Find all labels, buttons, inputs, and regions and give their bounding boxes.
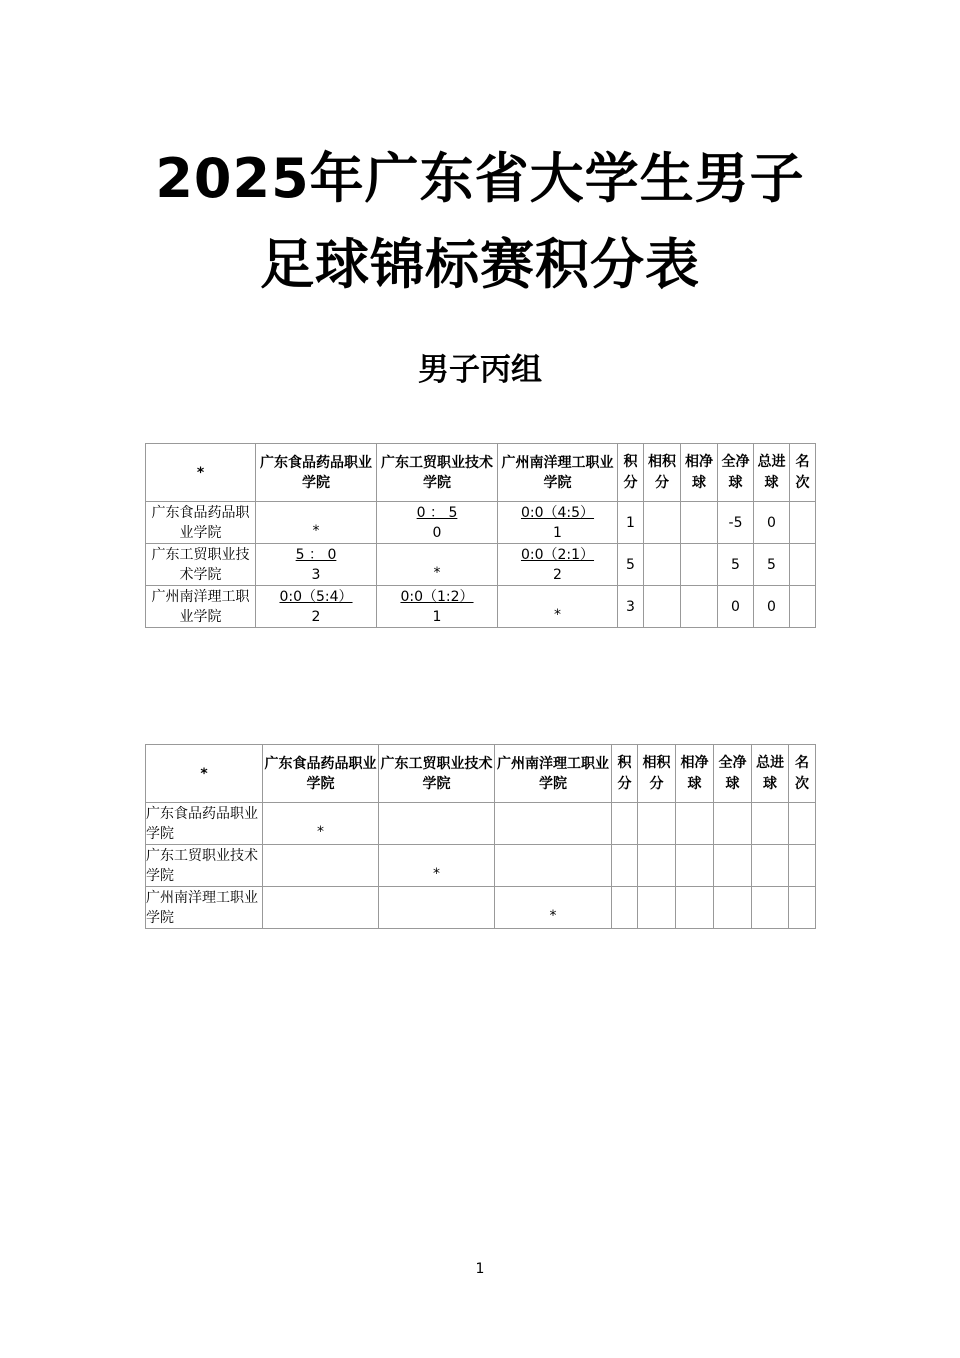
stat-cell (612, 845, 638, 887)
standings-table-1 (145, 443, 816, 628)
match-points: 1 (553, 524, 562, 541)
match-cell (263, 887, 379, 929)
stat-cell (644, 586, 681, 628)
stat-cell (638, 803, 676, 845)
row-team-name: 广东食品药品职业学院 (146, 502, 256, 544)
stat-cell: 5 (754, 544, 790, 586)
stat-cell: 0 (754, 502, 790, 544)
standings-table-2 (145, 744, 816, 929)
stat-cell (789, 887, 816, 929)
match-cell (256, 502, 377, 544)
match-cell (379, 887, 495, 929)
corner-cell: * (146, 444, 256, 502)
row-team-name: 广东工贸职业技术学院 (146, 544, 256, 586)
stat-cell: 0 (718, 586, 754, 628)
match-points: 2 (553, 566, 562, 583)
match-points: 0 (432, 524, 442, 541)
stat-column-header: 名次 (790, 444, 816, 502)
match-cell (377, 586, 498, 628)
stat-cell (638, 887, 676, 929)
stat-cell (612, 803, 638, 845)
row-team-name: 广州南洋理工职业学院 (146, 887, 263, 929)
team-column-header: 广东工贸职业技术学院 (379, 745, 495, 803)
match-cell (495, 887, 612, 929)
stat-cell (681, 544, 718, 586)
stat-cell (644, 502, 681, 544)
stat-cell (714, 803, 752, 845)
match-cell (263, 845, 379, 887)
stat-cell (638, 845, 676, 887)
match-cell (263, 803, 379, 845)
stat-cell: 1 (618, 502, 644, 544)
match-cell (498, 502, 618, 544)
page-title-line-1: 2025年广东省大学生男子 (155, 147, 805, 210)
match-cell (377, 502, 498, 544)
match-cell (379, 845, 495, 887)
table-row (146, 887, 816, 929)
stat-column-header: 总进球 (752, 745, 789, 803)
team-column-header: 广州南洋理工职业学院 (495, 745, 612, 803)
self-match-marker: * (554, 606, 561, 623)
stat-cell (714, 845, 752, 887)
stat-column-header: 积分 (618, 444, 644, 502)
stat-cell (789, 845, 816, 887)
page-title-line-2: 足球锦标赛积分表 (260, 233, 700, 296)
match-score: 5 ： 0 (295, 546, 337, 563)
stat-column-header: 总进球 (754, 444, 790, 502)
stat-column-header: 相净球 (681, 444, 718, 502)
table-row (146, 544, 816, 586)
stat-column-header: 积分 (612, 745, 638, 803)
stat-cell (676, 887, 714, 929)
group-title: 男子丙组 (418, 352, 542, 388)
stat-column-header: 全净球 (718, 444, 754, 502)
page-number: 1 (475, 1261, 485, 1277)
match-score: 0:0（1:2） (400, 588, 474, 605)
stat-cell (752, 887, 789, 929)
match-score: 0:0（4:5） (520, 504, 595, 521)
match-score: 0:0（2:1） (520, 546, 595, 563)
row-team-name: 广州南洋理工职业学院 (146, 586, 256, 628)
stat-cell (714, 887, 752, 929)
match-cell (498, 586, 618, 628)
stat-cell: 0 (754, 586, 790, 628)
self-match-marker: * (433, 564, 441, 581)
team-column-header: 广州南洋理工职业学院 (498, 444, 618, 502)
match-cell (379, 803, 495, 845)
self-match-marker: * (317, 823, 324, 840)
header-row (146, 745, 816, 803)
match-cell (495, 803, 612, 845)
match-cell (256, 586, 377, 628)
team-column-header: 广东食品药品职业学院 (263, 745, 379, 803)
stat-column-header: 全净球 (714, 745, 752, 803)
match-points: 1 (432, 608, 442, 625)
self-match-marker: * (433, 865, 440, 882)
match-cell (498, 544, 618, 586)
header-row (146, 444, 816, 502)
stat-column-header: 名次 (789, 745, 816, 803)
stat-cell (681, 502, 718, 544)
table-row (146, 803, 816, 845)
match-score: 0 ： 5 (416, 504, 458, 521)
match-cell (256, 544, 377, 586)
self-match-marker: * (312, 522, 320, 539)
table-row (146, 586, 816, 628)
stat-column-header: 相积分 (644, 444, 681, 502)
stat-cell (790, 586, 816, 628)
match-cell (495, 845, 612, 887)
stat-cell: -5 (718, 502, 754, 544)
match-points: 2 (311, 608, 321, 625)
table-row (146, 845, 816, 887)
stat-cell (681, 586, 718, 628)
table-row (146, 502, 816, 544)
team-column-header: 广东工贸职业技术学院 (377, 444, 498, 502)
match-points: 3 (311, 566, 321, 583)
corner-cell: * (146, 745, 263, 803)
match-score: 0:0（5:4） (279, 588, 353, 605)
stat-cell (676, 803, 714, 845)
stat-cell (752, 803, 789, 845)
stat-cell (752, 845, 789, 887)
stat-column-header: 相积分 (638, 745, 676, 803)
stat-cell: 3 (618, 586, 644, 628)
stat-column-header: 相净球 (676, 745, 714, 803)
stat-cell: 5 (718, 544, 754, 586)
stat-cell (790, 502, 816, 544)
team-column-header: 广东食品药品职业学院 (256, 444, 377, 502)
row-team-name: 广东食品药品职业学院 (146, 803, 263, 845)
stat-cell: 5 (618, 544, 644, 586)
stat-cell (790, 544, 816, 586)
stat-cell (612, 887, 638, 929)
stat-cell (789, 803, 816, 845)
stat-cell (676, 845, 714, 887)
self-match-marker: * (549, 907, 557, 924)
row-team-name: 广东工贸职业技术学院 (146, 845, 263, 887)
match-cell (377, 544, 498, 586)
stat-cell (644, 544, 681, 586)
